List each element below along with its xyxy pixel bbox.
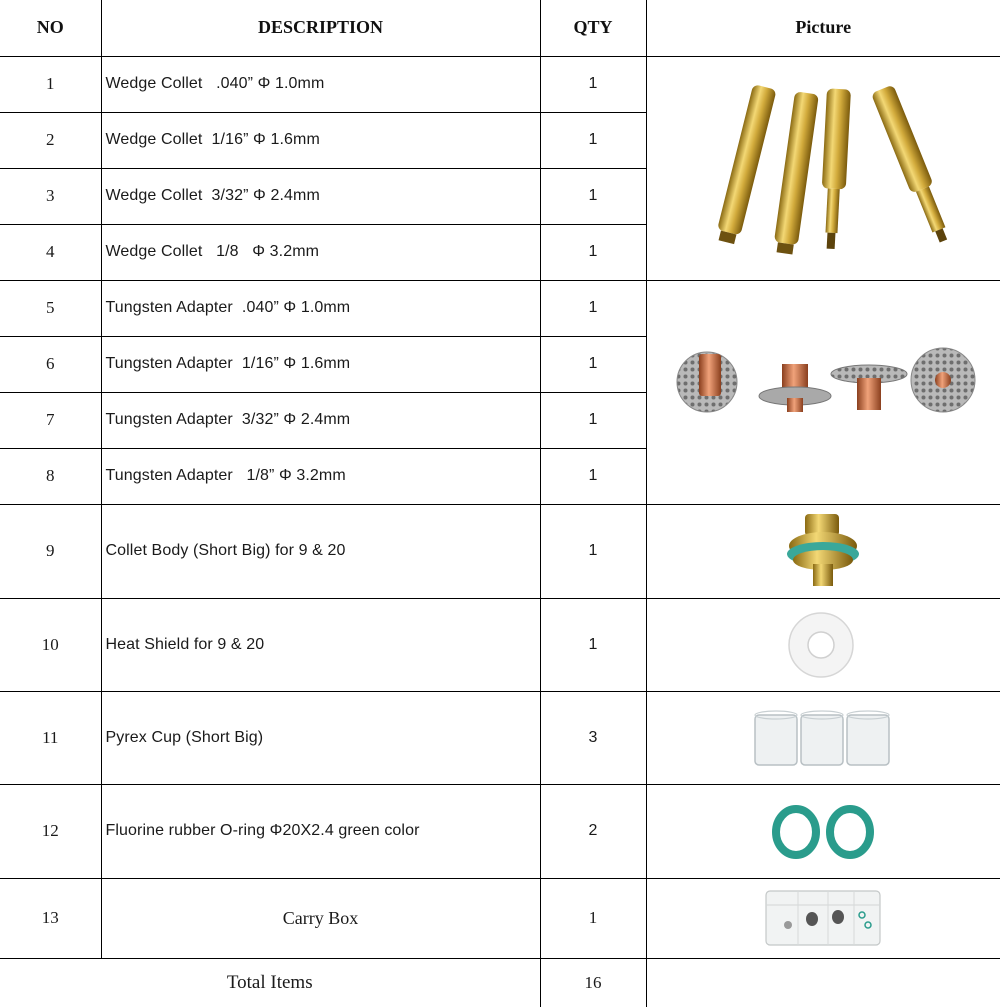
table-row bbox=[0, 56, 1000, 112]
total-label: Total Items bbox=[0, 958, 540, 1007]
row-no: 4 bbox=[0, 224, 101, 280]
picture-heat-shield bbox=[646, 598, 1000, 691]
brass-collet-icon bbox=[647, 57, 1000, 279]
row-no: 7 bbox=[0, 392, 101, 448]
row-no: 3 bbox=[0, 168, 101, 224]
row-no: 5 bbox=[0, 280, 101, 336]
heat-shield-icon bbox=[763, 605, 883, 685]
row-qty: 1 bbox=[540, 336, 646, 392]
row-no: 1 bbox=[0, 56, 101, 112]
header-row bbox=[0, 0, 1000, 56]
header-picture: Picture bbox=[646, 0, 1000, 56]
row-qty: 2 bbox=[540, 784, 646, 878]
row-qty: 1 bbox=[540, 448, 646, 504]
row-description: Tungsten Adapter .040” Φ 1.0mm bbox=[101, 280, 540, 336]
row-qty: 1 bbox=[540, 504, 646, 598]
row-description: Tungsten Adapter 1/8” Φ 3.2mm bbox=[101, 448, 540, 504]
row-description: Collet Body (Short Big) for 9 & 20 bbox=[101, 504, 540, 598]
mesh-adapter-icon bbox=[647, 282, 1000, 502]
row-description: Wedge Collet 1/16” Φ 1.6mm bbox=[101, 112, 540, 168]
row-description: Tungsten Adapter 3/32” Φ 2.4mm bbox=[101, 392, 540, 448]
row-qty: 1 bbox=[540, 168, 646, 224]
row-no: 2 bbox=[0, 112, 101, 168]
row-description: Wedge Collet 3/32” Φ 2.4mm bbox=[101, 168, 540, 224]
table-row bbox=[0, 504, 1000, 598]
picture-pyrex-cups bbox=[646, 691, 1000, 784]
row-no: 6 bbox=[0, 336, 101, 392]
table-row bbox=[0, 280, 1000, 336]
table-row bbox=[0, 598, 1000, 691]
collet-body-icon bbox=[763, 508, 883, 594]
row-description: Pyrex Cup (Short Big) bbox=[101, 691, 540, 784]
row-no: 13 bbox=[0, 878, 101, 958]
row-qty: 1 bbox=[540, 598, 646, 691]
total-qty: 16 bbox=[540, 958, 646, 1007]
row-qty: 1 bbox=[540, 392, 646, 448]
row-qty: 1 bbox=[540, 878, 646, 958]
glass-cup-icon bbox=[743, 703, 903, 773]
header-description: DESCRIPTION bbox=[101, 0, 540, 56]
row-no: 10 bbox=[0, 598, 101, 691]
row-no: 9 bbox=[0, 504, 101, 598]
row-qty: 1 bbox=[540, 280, 646, 336]
row-no: 11 bbox=[0, 691, 101, 784]
row-qty: 1 bbox=[540, 112, 646, 168]
row-description: Heat Shield for 9 & 20 bbox=[101, 598, 540, 691]
row-no: 12 bbox=[0, 784, 101, 878]
header-no: NO bbox=[0, 0, 101, 56]
row-description: Tungsten Adapter 1/16” Φ 1.6mm bbox=[101, 336, 540, 392]
picture-o-rings bbox=[646, 784, 1000, 878]
picture-carry-box bbox=[646, 878, 1000, 958]
header-qty: QTY bbox=[540, 0, 646, 56]
row-qty: 1 bbox=[540, 56, 646, 112]
carry-box-icon bbox=[758, 885, 888, 951]
table-row bbox=[0, 784, 1000, 878]
row-description: Carry Box bbox=[101, 878, 540, 958]
table-row bbox=[0, 878, 1000, 958]
row-qty: 3 bbox=[540, 691, 646, 784]
row-description: Wedge Collet 1/8 Φ 3.2mm bbox=[101, 224, 540, 280]
picture-collet-body bbox=[646, 504, 1000, 598]
row-description: Wedge Collet .040” Φ 1.0mm bbox=[101, 56, 540, 112]
row-description: Fluorine rubber O-ring Φ20X2.4 green color bbox=[101, 784, 540, 878]
o-ring-icon bbox=[763, 796, 883, 866]
picture-tungsten-adapters bbox=[646, 280, 1000, 504]
picture-wedge-collets bbox=[646, 56, 1000, 280]
table-row bbox=[0, 691, 1000, 784]
row-qty: 1 bbox=[540, 224, 646, 280]
row-no: 8 bbox=[0, 448, 101, 504]
